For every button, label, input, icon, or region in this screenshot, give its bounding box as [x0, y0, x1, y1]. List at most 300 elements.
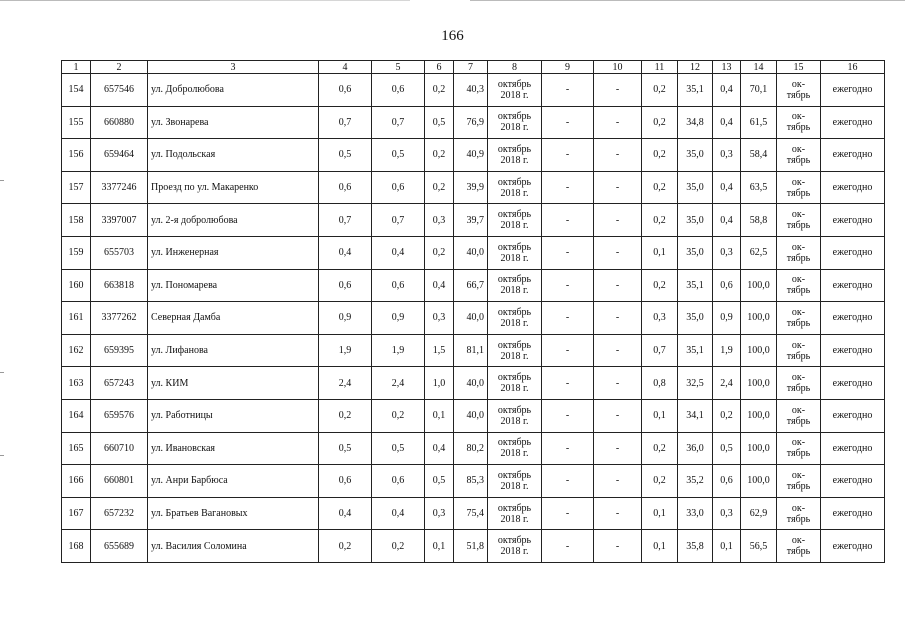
value-col14: 100,0 — [741, 432, 777, 465]
frequency: ежегодно — [821, 497, 885, 530]
value-col14: 100,0 — [741, 302, 777, 335]
value-col6: 0,2 — [425, 139, 454, 172]
month-abbrev — [777, 204, 821, 237]
value-col12: 35,0 — [678, 204, 713, 237]
month-year-line: октябрь — [497, 469, 532, 481]
month-year — [488, 367, 542, 400]
table-row — [62, 171, 885, 204]
row-number: 167 — [62, 497, 91, 530]
value-col9: - — [542, 269, 594, 302]
month-year — [488, 497, 542, 530]
month-year — [488, 204, 542, 237]
month-year-line: 2018 г. — [500, 285, 529, 297]
value-col5: 0,4 — [372, 497, 425, 530]
column-header: 12 — [678, 61, 713, 74]
month-year-line: 2018 г. — [500, 546, 529, 558]
value-col14: 100,0 — [741, 334, 777, 367]
value-col7: 81,1 — [454, 334, 488, 367]
value-col9: - — [542, 302, 594, 335]
value-col4: 0,6 — [319, 171, 372, 204]
value-col14: 62,5 — [741, 236, 777, 269]
value-col4: 0,7 — [319, 106, 372, 139]
value-col6: 0,1 — [425, 399, 454, 432]
table-row — [62, 106, 885, 139]
table-row — [62, 269, 885, 302]
value-col5: 0,6 — [372, 74, 425, 107]
table-header-row — [62, 61, 885, 74]
value-col12: 35,0 — [678, 236, 713, 269]
data-table — [61, 60, 885, 563]
month-abbrev — [777, 171, 821, 204]
month-year-line: 2018 г. — [500, 220, 529, 232]
column-header: 1 — [62, 61, 91, 74]
table-row — [62, 530, 885, 563]
month-year-line: октябрь — [497, 241, 532, 253]
value-col4: 0,4 — [319, 236, 372, 269]
value-col13: 0,3 — [713, 497, 741, 530]
month-abbrev — [777, 106, 821, 139]
page-number: 166 — [441, 28, 464, 44]
value-col6: 0,2 — [425, 74, 454, 107]
value-col9: - — [542, 399, 594, 432]
table-row — [62, 302, 885, 335]
month-year-line: октябрь — [497, 502, 532, 514]
column-header: 7 — [454, 61, 488, 74]
value-col12: 34,1 — [678, 399, 713, 432]
month-abbrev-line: ок- — [791, 78, 806, 90]
table-row — [62, 432, 885, 465]
row-number: 162 — [62, 334, 91, 367]
value-col9: - — [542, 367, 594, 400]
value-col9: - — [542, 465, 594, 498]
value-col12: 35,0 — [678, 171, 713, 204]
value-col9: - — [542, 497, 594, 530]
value-col5: 0,5 — [372, 432, 425, 465]
month-year — [488, 334, 542, 367]
value-col11: 0,2 — [642, 465, 678, 498]
month-abbrev-line: ок- — [791, 502, 806, 514]
value-col7: 40,0 — [454, 302, 488, 335]
frequency: ежегодно — [821, 236, 885, 269]
value-col11: 0,2 — [642, 74, 678, 107]
month-year — [488, 432, 542, 465]
value-col4: 0,6 — [319, 269, 372, 302]
value-col7: 40,9 — [454, 139, 488, 172]
row-number: 157 — [62, 171, 91, 204]
month-year-line: 2018 г. — [500, 252, 529, 264]
value-col5: 2,4 — [372, 367, 425, 400]
month-abbrev-line: тябрь — [786, 285, 811, 297]
value-col10: - — [594, 367, 642, 400]
value-col11: 0,2 — [642, 269, 678, 302]
month-year-line: 2018 г. — [500, 383, 529, 395]
value-col5: 0,5 — [372, 139, 425, 172]
month-abbrev — [777, 139, 821, 172]
month-year-line: 2018 г. — [500, 89, 529, 101]
value-col12: 35,1 — [678, 334, 713, 367]
column-header: 8 — [488, 61, 542, 74]
row-number: 158 — [62, 204, 91, 237]
table-row — [62, 139, 885, 172]
value-col13: 0,3 — [713, 236, 741, 269]
value-col4: 0,9 — [319, 302, 372, 335]
month-abbrev-line: ок- — [791, 143, 806, 155]
month-abbrev — [777, 497, 821, 530]
month-year — [488, 139, 542, 172]
column-header: 13 — [713, 61, 741, 74]
value-col5: 0,6 — [372, 465, 425, 498]
value-col13: 0,2 — [713, 399, 741, 432]
month-abbrev-line: тябрь — [786, 122, 811, 134]
row-number: 165 — [62, 432, 91, 465]
value-col12: 35,8 — [678, 530, 713, 563]
value-col6: 0,4 — [425, 432, 454, 465]
month-year — [488, 302, 542, 335]
month-abbrev — [777, 74, 821, 107]
month-year-line: октябрь — [497, 143, 532, 155]
frequency: ежегодно — [821, 204, 885, 237]
value-col9: - — [542, 139, 594, 172]
table-row — [62, 74, 885, 107]
row-number: 163 — [62, 367, 91, 400]
month-abbrev-line: ок- — [791, 241, 806, 253]
value-col4: 0,2 — [319, 530, 372, 563]
row-number: 155 — [62, 106, 91, 139]
value-col6: 0,5 — [425, 465, 454, 498]
value-col5: 0,7 — [372, 204, 425, 237]
scan-edge-mark — [0, 455, 4, 456]
value-col7: 39,7 — [454, 204, 488, 237]
value-col5: 0,2 — [372, 530, 425, 563]
value-col11: 0,1 — [642, 236, 678, 269]
value-col10: - — [594, 106, 642, 139]
month-year-line: октябрь — [497, 535, 532, 547]
month-abbrev-line: ок- — [791, 209, 806, 221]
street-name: ул. 2-я добролюбова — [148, 204, 319, 237]
month-abbrev-line: тябрь — [786, 480, 811, 492]
month-year — [488, 530, 542, 563]
value-col7: 40,3 — [454, 74, 488, 107]
month-abbrev-line: ок- — [791, 176, 806, 188]
value-col14: 56,5 — [741, 530, 777, 563]
value-col7: 40,0 — [454, 399, 488, 432]
value-col10: - — [594, 236, 642, 269]
street-name: ул. Работницы — [148, 399, 319, 432]
value-col7: 76,9 — [454, 106, 488, 139]
value-col10: - — [594, 432, 642, 465]
value-col13: 0,5 — [713, 432, 741, 465]
value-col10: - — [594, 302, 642, 335]
value-col9: - — [542, 432, 594, 465]
value-col14: 70,1 — [741, 74, 777, 107]
value-col14: 62,9 — [741, 497, 777, 530]
value-col6: 0,3 — [425, 204, 454, 237]
month-year-line: 2018 г. — [500, 480, 529, 492]
value-col7: 51,8 — [454, 530, 488, 563]
object-code: 657243 — [91, 367, 148, 400]
frequency: ежегодно — [821, 367, 885, 400]
value-col4: 0,5 — [319, 432, 372, 465]
month-year-line: октябрь — [497, 111, 532, 123]
value-col11: 0,8 — [642, 367, 678, 400]
column-header: 6 — [425, 61, 454, 74]
street-name: ул. Василия Соломина — [148, 530, 319, 563]
object-code: 655689 — [91, 530, 148, 563]
value-col6: 1,0 — [425, 367, 454, 400]
object-code: 3397007 — [91, 204, 148, 237]
table-row — [62, 334, 885, 367]
month-year-line: октябрь — [497, 274, 532, 286]
value-col12: 32,5 — [678, 367, 713, 400]
scan-edge-line — [210, 0, 410, 1]
value-col12: 35,0 — [678, 302, 713, 335]
table-row — [62, 236, 885, 269]
frequency: ежегодно — [821, 302, 885, 335]
month-year-line: октябрь — [497, 78, 532, 90]
value-col11: 0,3 — [642, 302, 678, 335]
object-code: 3377246 — [91, 171, 148, 204]
object-code: 659576 — [91, 399, 148, 432]
value-col9: - — [542, 74, 594, 107]
value-col5: 0,7 — [372, 106, 425, 139]
frequency: ежегодно — [821, 139, 885, 172]
row-number: 156 — [62, 139, 91, 172]
value-col10: - — [594, 334, 642, 367]
scan-edge-line — [470, 0, 905, 1]
column-header: 15 — [777, 61, 821, 74]
value-col11: 0,2 — [642, 171, 678, 204]
value-col9: - — [542, 106, 594, 139]
value-col6: 0,3 — [425, 497, 454, 530]
month-year-line: октябрь — [497, 306, 532, 318]
value-col13: 0,4 — [713, 106, 741, 139]
month-abbrev — [777, 465, 821, 498]
month-abbrev-line: тябрь — [786, 383, 811, 395]
month-abbrev-line: ок- — [791, 404, 806, 416]
value-col6: 0,1 — [425, 530, 454, 563]
value-col13: 0,4 — [713, 171, 741, 204]
street-name: ул. Лифанова — [148, 334, 319, 367]
value-col11: 0,2 — [642, 139, 678, 172]
value-col11: 0,7 — [642, 334, 678, 367]
month-abbrev — [777, 367, 821, 400]
value-col5: 0,9 — [372, 302, 425, 335]
month-year-line: октябрь — [497, 404, 532, 416]
month-abbrev-line: тябрь — [786, 513, 811, 525]
month-abbrev-line: ок- — [791, 437, 806, 449]
column-header: 14 — [741, 61, 777, 74]
frequency: ежегодно — [821, 74, 885, 107]
month-abbrev-line: тябрь — [786, 187, 811, 199]
value-col11: 0,1 — [642, 497, 678, 530]
column-header: 16 — [821, 61, 885, 74]
value-col14: 100,0 — [741, 399, 777, 432]
month-abbrev — [777, 432, 821, 465]
value-col9: - — [542, 530, 594, 563]
month-abbrev — [777, 236, 821, 269]
frequency: ежегодно — [821, 106, 885, 139]
value-col7: 39,9 — [454, 171, 488, 204]
value-col14: 61,5 — [741, 106, 777, 139]
value-col6: 1,5 — [425, 334, 454, 367]
month-abbrev-line: тябрь — [786, 252, 811, 264]
value-col11: 0,2 — [642, 106, 678, 139]
month-abbrev-line: тябрь — [786, 546, 811, 558]
street-name: ул. Звонарева — [148, 106, 319, 139]
frequency: ежегодно — [821, 432, 885, 465]
value-col5: 1,9 — [372, 334, 425, 367]
month-abbrev-line: ок- — [791, 274, 806, 286]
object-code: 663818 — [91, 269, 148, 302]
month-abbrev-line: ок- — [791, 535, 806, 547]
value-col11: 0,2 — [642, 204, 678, 237]
value-col7: 85,3 — [454, 465, 488, 498]
value-col13: 0,3 — [713, 139, 741, 172]
month-abbrev-line: ок- — [791, 306, 806, 318]
value-col12: 35,2 — [678, 465, 713, 498]
object-code: 660880 — [91, 106, 148, 139]
row-number: 160 — [62, 269, 91, 302]
value-col5: 0,6 — [372, 171, 425, 204]
value-col6: 0,3 — [425, 302, 454, 335]
street-name: ул. Анри Барбюса — [148, 465, 319, 498]
month-year — [488, 74, 542, 107]
month-abbrev-line: тябрь — [786, 154, 811, 166]
month-abbrev-line: ок- — [791, 111, 806, 123]
value-col5: 0,4 — [372, 236, 425, 269]
value-col13: 0,6 — [713, 465, 741, 498]
value-col4: 0,6 — [319, 465, 372, 498]
column-header: 2 — [91, 61, 148, 74]
value-col7: 66,7 — [454, 269, 488, 302]
value-col7: 40,0 — [454, 236, 488, 269]
month-abbrev-line: тябрь — [786, 350, 811, 362]
table-row — [62, 399, 885, 432]
value-col6: 0,2 — [425, 171, 454, 204]
frequency: ежегодно — [821, 269, 885, 302]
value-col12: 35,1 — [678, 74, 713, 107]
value-col7: 80,2 — [454, 432, 488, 465]
table-row — [62, 204, 885, 237]
month-abbrev-line: тябрь — [786, 220, 811, 232]
value-col4: 0,4 — [319, 497, 372, 530]
value-col5: 0,6 — [372, 269, 425, 302]
month-year-line: 2018 г. — [500, 154, 529, 166]
value-col9: - — [542, 334, 594, 367]
month-year-line: 2018 г. — [500, 317, 529, 329]
month-abbrev-line: ок- — [791, 372, 806, 384]
value-col10: - — [594, 269, 642, 302]
month-year-line: октябрь — [497, 372, 532, 384]
street-name: ул. КИМ — [148, 367, 319, 400]
value-col10: - — [594, 399, 642, 432]
value-col14: 63,5 — [741, 171, 777, 204]
table-row — [62, 497, 885, 530]
month-year-line: 2018 г. — [500, 513, 529, 525]
value-col13: 0,1 — [713, 530, 741, 563]
table-row — [62, 367, 885, 400]
value-col9: - — [542, 171, 594, 204]
row-number: 159 — [62, 236, 91, 269]
month-abbrev — [777, 269, 821, 302]
month-year-line: октябрь — [497, 176, 532, 188]
value-col6: 0,4 — [425, 269, 454, 302]
column-header: 5 — [372, 61, 425, 74]
month-abbrev-line: тябрь — [786, 415, 811, 427]
month-abbrev — [777, 334, 821, 367]
street-name: ул. Инженерная — [148, 236, 319, 269]
value-col10: - — [594, 139, 642, 172]
value-col13: 0,4 — [713, 204, 741, 237]
month-abbrev — [777, 302, 821, 335]
value-col10: - — [594, 171, 642, 204]
month-abbrev-line: тябрь — [786, 89, 811, 101]
column-header: 9 — [542, 61, 594, 74]
value-col14: 58,8 — [741, 204, 777, 237]
street-name: ул. Ивановская — [148, 432, 319, 465]
value-col4: 0,6 — [319, 74, 372, 107]
value-col12: 36,0 — [678, 432, 713, 465]
frequency: ежегодно — [821, 334, 885, 367]
object-code: 659464 — [91, 139, 148, 172]
value-col9: - — [542, 236, 594, 269]
value-col4: 0,2 — [319, 399, 372, 432]
value-col10: - — [594, 204, 642, 237]
value-col10: - — [594, 465, 642, 498]
month-year — [488, 465, 542, 498]
month-abbrev-line: ок- — [791, 339, 806, 351]
value-col4: 2,4 — [319, 367, 372, 400]
month-year-line: 2018 г. — [500, 187, 529, 199]
value-col13: 0,9 — [713, 302, 741, 335]
value-col13: 2,4 — [713, 367, 741, 400]
row-number: 166 — [62, 465, 91, 498]
value-col10: - — [594, 530, 642, 563]
object-code: 3377262 — [91, 302, 148, 335]
street-name: ул. Братьев Вагановых — [148, 497, 319, 530]
month-abbrev — [777, 399, 821, 432]
value-col7: 75,4 — [454, 497, 488, 530]
frequency: ежегодно — [821, 465, 885, 498]
frequency: ежегодно — [821, 171, 885, 204]
frequency: ежегодно — [821, 399, 885, 432]
scan-edge-mark — [0, 372, 4, 373]
month-abbrev-line: ок- — [791, 469, 806, 481]
month-year-line: октябрь — [497, 339, 532, 351]
month-year — [488, 236, 542, 269]
value-col10: - — [594, 497, 642, 530]
value-col14: 100,0 — [741, 465, 777, 498]
object-code: 660710 — [91, 432, 148, 465]
value-col14: 58,4 — [741, 139, 777, 172]
object-code: 660801 — [91, 465, 148, 498]
street-name: ул. Подольская — [148, 139, 319, 172]
value-col6: 0,2 — [425, 236, 454, 269]
month-year — [488, 269, 542, 302]
value-col13: 1,9 — [713, 334, 741, 367]
value-col10: - — [594, 74, 642, 107]
object-code: 657546 — [91, 74, 148, 107]
month-abbrev-line: тябрь — [786, 317, 811, 329]
scan-edge-line — [0, 0, 210, 1]
value-col12: 33,0 — [678, 497, 713, 530]
value-col12: 35,0 — [678, 139, 713, 172]
month-abbrev — [777, 530, 821, 563]
street-name: ул. Пономарева — [148, 269, 319, 302]
column-header: 3 — [148, 61, 319, 74]
row-number: 164 — [62, 399, 91, 432]
month-year-line: 2018 г. — [500, 350, 529, 362]
